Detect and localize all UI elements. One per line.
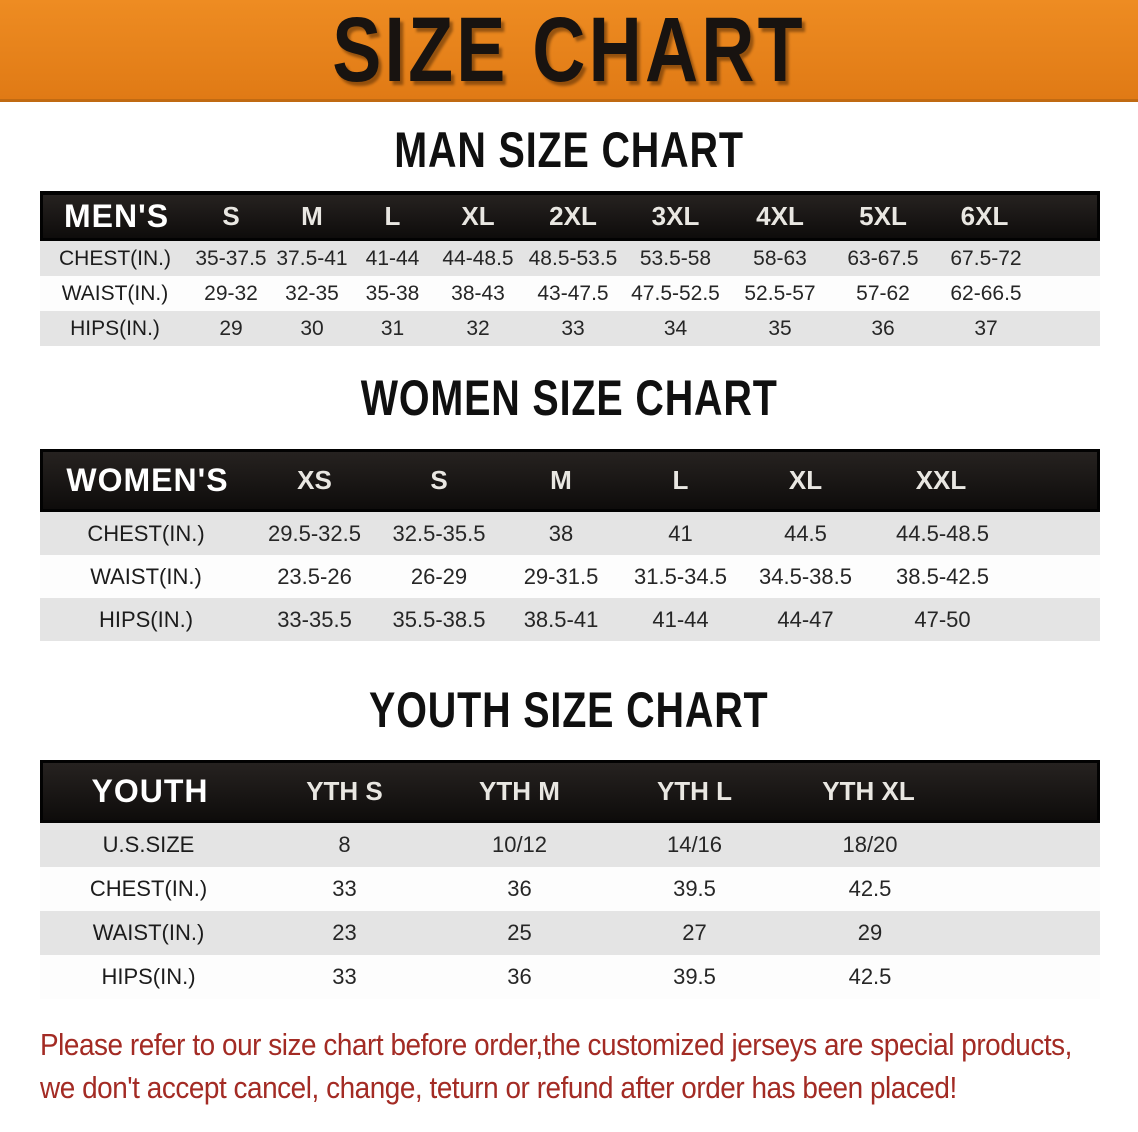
size-column-header: M xyxy=(272,191,352,241)
size-column-header: 4XL xyxy=(728,191,832,241)
size-chart-title: SIZE CHART xyxy=(332,0,806,101)
notice-line-2: we don't accept cancel, change, teturn or refund after order has been placed! xyxy=(40,1070,957,1105)
size-value-cell: 57-62 xyxy=(832,276,934,311)
size-value-cell: 37 xyxy=(934,311,1100,346)
size-value-cell: 52.5-57 xyxy=(728,276,832,311)
women-section-heading-text: WOMEN SIZE CHART xyxy=(360,369,778,426)
size-value-cell: 35 xyxy=(728,311,832,346)
youth-section-heading-text: YOUTH SIZE CHART xyxy=(369,681,769,738)
size-value-cell: 34 xyxy=(623,311,728,346)
row-label: CHEST(IN.) xyxy=(40,512,252,555)
size-column-header: XXL xyxy=(871,449,1100,512)
measurement-row xyxy=(40,241,1100,276)
size-value-cell: 27 xyxy=(607,911,782,955)
row-label: WAIST(IN.) xyxy=(40,911,257,955)
women-size-table xyxy=(40,449,1100,641)
size-column-header: L xyxy=(621,449,740,512)
size-value-cell: 37.5-41 xyxy=(272,241,352,276)
size-value-cell: 41-44 xyxy=(352,241,433,276)
size-value-cell: 44-47 xyxy=(740,598,871,641)
size-value-cell: 36 xyxy=(432,867,607,911)
size-chart-banner xyxy=(0,0,1138,102)
size-column-header: YTH XL xyxy=(782,760,1100,823)
size-column-header: 6XL xyxy=(934,191,1100,241)
size-value-cell: 47-50 xyxy=(871,598,1100,641)
size-value-cell: 29 xyxy=(190,311,272,346)
size-value-cell: 42.5 xyxy=(782,867,1100,911)
size-column-header: S xyxy=(377,449,501,512)
size-value-cell: 32.5-35.5 xyxy=(377,512,501,555)
size-column-header: XS xyxy=(252,449,377,512)
size-value-cell: 39.5 xyxy=(607,955,782,999)
size-value-cell: 44.5-48.5 xyxy=(871,512,1100,555)
size-column-header: 2XL xyxy=(523,191,623,241)
size-value-cell: 29-32 xyxy=(190,276,272,311)
men-table-group-label: MEN'S xyxy=(40,191,190,241)
size-value-cell: 29-31.5 xyxy=(501,555,621,598)
youth-size-table xyxy=(40,760,1100,999)
size-column-header: L xyxy=(352,191,433,241)
women-table-group-label: WOMEN'S xyxy=(40,449,252,512)
row-label: CHEST(IN.) xyxy=(40,867,257,911)
size-column-header: S xyxy=(190,191,272,241)
size-value-cell: 26-29 xyxy=(377,555,501,598)
size-value-cell: 43-47.5 xyxy=(523,276,623,311)
size-value-cell: 29.5-32.5 xyxy=(252,512,377,555)
row-label: WAIST(IN.) xyxy=(40,276,190,311)
measurement-row xyxy=(40,555,1100,598)
row-label: HIPS(IN.) xyxy=(40,955,257,999)
size-column-header: XL xyxy=(740,449,871,512)
size-value-cell: 30 xyxy=(272,311,352,346)
size-value-cell: 36 xyxy=(832,311,934,346)
size-value-cell: 23 xyxy=(257,911,432,955)
measurement-row xyxy=(40,955,1100,999)
size-column-header: YTH L xyxy=(607,760,782,823)
size-value-cell: 33 xyxy=(257,955,432,999)
youth-size-chart-section xyxy=(0,681,1138,999)
size-value-cell: 38.5-42.5 xyxy=(871,555,1100,598)
size-value-cell: 44.5 xyxy=(740,512,871,555)
row-label: HIPS(IN.) xyxy=(40,311,190,346)
size-column-header: YTH S xyxy=(257,760,432,823)
size-value-cell: 31 xyxy=(352,311,433,346)
row-label: HIPS(IN.) xyxy=(40,598,252,641)
size-value-cell: 35.5-38.5 xyxy=(377,598,501,641)
size-value-cell: 39.5 xyxy=(607,867,782,911)
measurement-row xyxy=(40,512,1100,555)
men-size-chart-section xyxy=(0,121,1138,346)
measurement-row xyxy=(40,598,1100,641)
size-value-cell: 14/16 xyxy=(607,823,782,867)
men-section-heading-text: MAN SIZE CHART xyxy=(394,121,744,178)
men-size-table xyxy=(40,191,1100,346)
size-column-header: 5XL xyxy=(832,191,934,241)
size-value-cell: 38.5-41 xyxy=(501,598,621,641)
size-value-cell: 35-38 xyxy=(352,276,433,311)
size-value-cell: 63-67.5 xyxy=(832,241,934,276)
size-value-cell: 18/20 xyxy=(782,823,1100,867)
men-section-heading xyxy=(0,121,1138,178)
size-column-header: M xyxy=(501,449,621,512)
measurement-row xyxy=(40,311,1100,346)
size-value-cell: 58-63 xyxy=(728,241,832,276)
youth-table-group-label: YOUTH xyxy=(40,760,257,823)
size-column-header: XL xyxy=(433,191,523,241)
size-value-cell: 38 xyxy=(501,512,621,555)
size-column-header: YTH M xyxy=(432,760,607,823)
order-notice xyxy=(40,1023,1138,1109)
size-value-cell: 62-66.5 xyxy=(934,276,1100,311)
youth-section-heading xyxy=(0,681,1138,738)
size-value-cell: 33 xyxy=(257,867,432,911)
size-value-cell: 29 xyxy=(782,911,1100,955)
size-column-header: 3XL xyxy=(623,191,728,241)
size-value-cell: 32 xyxy=(433,311,523,346)
row-label: WAIST(IN.) xyxy=(40,555,252,598)
measurement-row xyxy=(40,867,1100,911)
size-value-cell: 35-37.5 xyxy=(190,241,272,276)
women-size-chart-section xyxy=(0,369,1138,641)
measurement-row xyxy=(40,911,1100,955)
size-value-cell: 38-43 xyxy=(433,276,523,311)
size-value-cell: 41 xyxy=(621,512,740,555)
row-label: CHEST(IN.) xyxy=(40,241,190,276)
size-value-cell: 34.5-38.5 xyxy=(740,555,871,598)
size-value-cell: 44-48.5 xyxy=(433,241,523,276)
measurement-row xyxy=(40,823,1100,867)
size-value-cell: 10/12 xyxy=(432,823,607,867)
size-value-cell: 53.5-58 xyxy=(623,241,728,276)
size-value-cell: 8 xyxy=(257,823,432,867)
size-value-cell: 36 xyxy=(432,955,607,999)
size-value-cell: 33 xyxy=(523,311,623,346)
size-value-cell: 41-44 xyxy=(621,598,740,641)
women-section-heading xyxy=(0,369,1138,426)
size-value-cell: 33-35.5 xyxy=(252,598,377,641)
size-value-cell: 32-35 xyxy=(272,276,352,311)
size-value-cell: 31.5-34.5 xyxy=(621,555,740,598)
size-value-cell: 47.5-52.5 xyxy=(623,276,728,311)
size-value-cell: 67.5-72 xyxy=(934,241,1100,276)
notice-line-1: Please refer to our size chart before order,the customized jerseys are special products, xyxy=(40,1027,1072,1062)
size-value-cell: 23.5-26 xyxy=(252,555,377,598)
size-value-cell: 42.5 xyxy=(782,955,1100,999)
row-label: U.S.SIZE xyxy=(40,823,257,867)
measurement-row xyxy=(40,276,1100,311)
size-value-cell: 25 xyxy=(432,911,607,955)
size-value-cell: 48.5-53.5 xyxy=(523,241,623,276)
